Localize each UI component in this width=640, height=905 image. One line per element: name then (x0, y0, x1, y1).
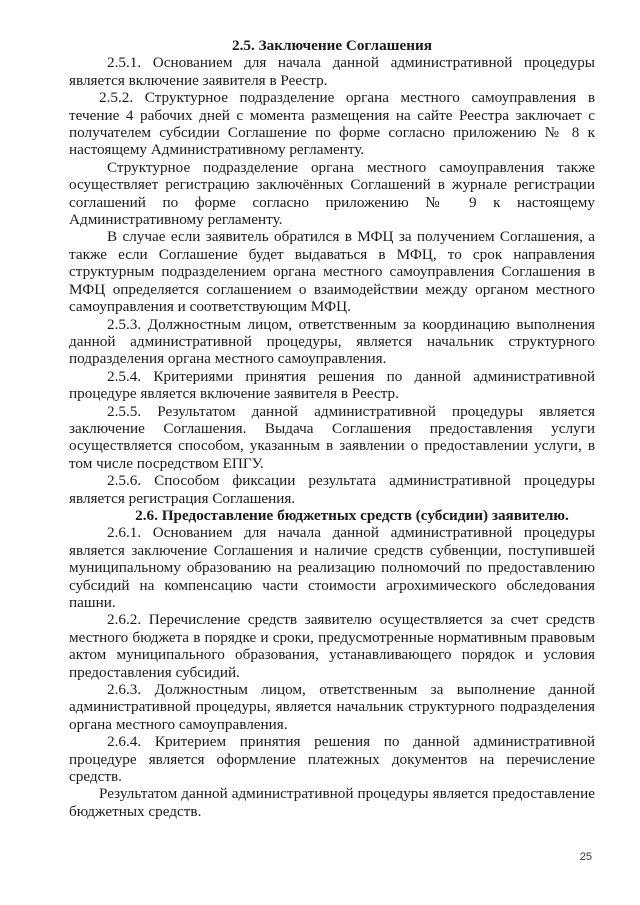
section-heading-2-5: 2.5. Заключение Соглашения (232, 37, 432, 54)
paragraph-2-5-4: 2.5.4. Критериями принятия решения по данной административной процедуре является включение заявителя в Реестр. (69, 367, 595, 403)
section-heading-2-6: 2.6. Предоставление бюджетных средств (субсидии) заявителю. (135, 506, 569, 524)
page-number: 25 (579, 851, 592, 863)
document-body (69, 37, 595, 820)
paragraph-2-5-3: 2.5.3. Должностным лицом, ответственным за координацию выполнения данной административной процедуры, является начальник структурного подразделения органа местного самоуправления. (69, 315, 595, 368)
paragraph-2-5-1: 2.5.1. Основанием для начала данной административной процедуры является включение заявителя в Реестр. (69, 54, 595, 89)
paragraph-2-5-6: 2.5.6. Способом фиксации результата административной процедуры является регистрация Соглашения. (69, 472, 595, 507)
paragraph-registration: Структурное подразделение органа местного самоуправления также осуществляет регистрацию заключённых Соглашений в журнале регистрации соглашений по форме согласно приложению № 9 к настоящему Административному регламенту. (69, 158, 595, 229)
paragraph-mfc: В случае если заявитель обратился в МФЦ за получением Соглашения, а также если Соглашение будет выдаваться в МФЦ, то срок направления структурным подразделением органа местного самоуправления Соглашения в МФЦ определяется соглашением о взаимодействии между органом местного самоуправления и соответствующим МФЦ. (69, 228, 595, 316)
paragraph-2-6-1: 2.6.1. Основанием для начала данной административной процедуры является заключение Соглашения и наличие средств субвенции, поступившей муниципальному образованию на реализацию полномочий по предоставлению субсидий на компенсацию части стоимости агрохимического обследования пашни. (69, 524, 595, 611)
paragraph-2-6-3: 2.6.3. Должностным лицом, ответственным за выполнение данной административной процедуры, является начальник структурного подразделения органа местного самоуправления. (69, 681, 595, 733)
paragraph-2-6-2: 2.6.2. Перечисление средств заявителю осуществляется за счет средств местного бюджета в порядке и сроки, предусмотренные нормативным правовым актом муниципального образования, устанавливающего порядок и условия предоставления субсидий. (69, 611, 595, 681)
paragraph-2-5-5: 2.5.5. Результатом данной административной процедуры является заключение Соглашения. Выдача Соглашения предоставления услуги осуществляется способом, указанным в заявлении о предоставлении услуги, в том числе посредством ЕПГУ. (69, 402, 595, 472)
paragraph-2-6-4: 2.6.4. Критерием принятия решения по данной административной процедуре является оформление платежных документов на перечисление средств. (69, 733, 595, 786)
paragraph-2-5-2: 2.5.2. Структурное подразделение органа местного самоуправления в течение 4 рабочих дней с момента размещения на сайте Реестра заключает с получателем субсидии Соглашение по форме согласно приложению № 8 к настоящему Административному регламенту. (69, 89, 595, 159)
paragraph-result: Результатом данной административной процедуры является предоставление бюджетных средств. (69, 785, 595, 820)
